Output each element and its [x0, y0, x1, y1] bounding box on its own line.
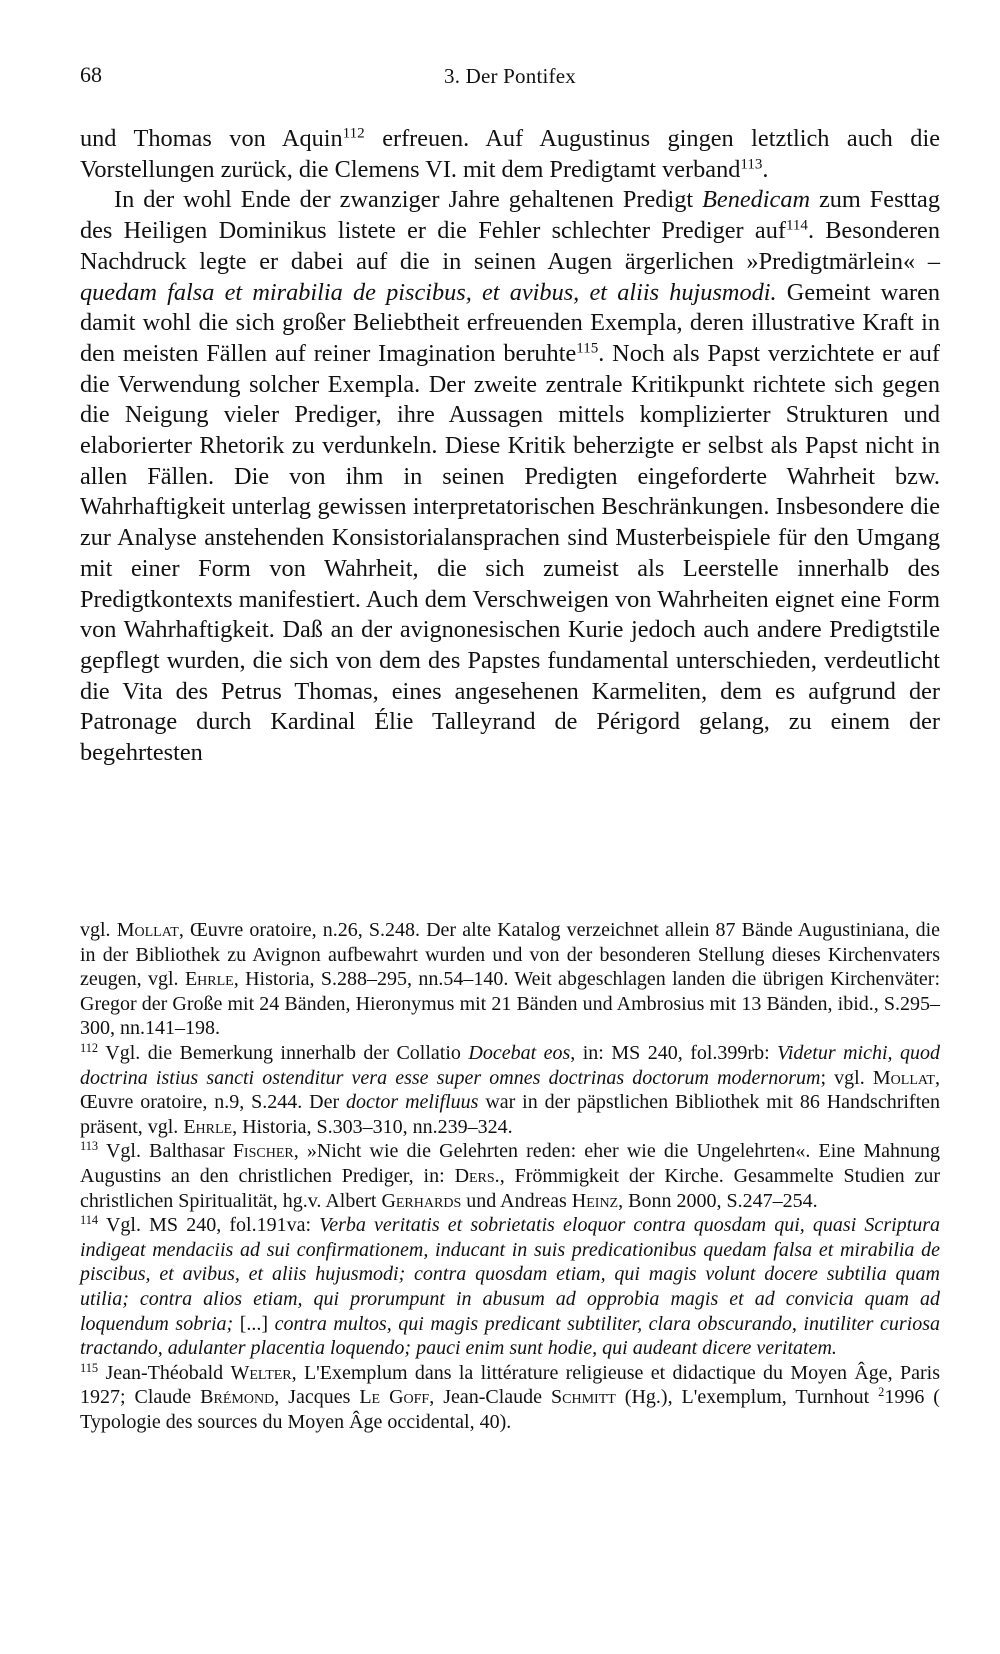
footnote-113: $^{113}$ Vgl. Balthasar Fischer, »Nicht wie die Gelehrten reden: eher wie die Ungelehrten«. Eine Mahnung Augustins an den christlichen Prediger, in: Ders., Frömmigkeit der Kirche. Gesammelte Studien zur christlichen Spiritualität, hg.v. Albert Gerhards und Andreas Heinz, Bonn 2000, S.247–254. [80, 1139, 940, 1212]
author-name: Ehrle [184, 968, 234, 991]
footnote-114: $^{114}$ Vgl. MS 240, fol.191va: Verba veritatis et sobrietatis eloquor contra quosdam qui, quasi Scriptura indigeat mendaciis ad sui confirmationem, inducant in suis predicationibus quedam falsa et mirabilia de piscibus, et avibus, et aliis hujusmodi; contra quosdam etiam, qui magis volunt docere subtilia quam utilia; contra alios etiam, qui prorumpunt in abusum ad opprobia magis et ad convicia quam ad loquendum sobria; [...] contra multos, qui magis predicant subtiliter, clara obscurando, inutiliter curiosa tractando, adulanter placentia loquendo; pauci enim sunt hodie, qui audeant dicere veritatem. [80, 1213, 940, 1360]
footnote-ref-114[interactable]: 114 [785, 217, 808, 234]
author-name: Mollat [872, 1066, 935, 1089]
paragraph [80, 185, 940, 768]
footnote-115: $^{115}$ Jean-Théobald Welter, L'Exemplum dans la littérature religieuse et didactique du Moyen Âge, Paris 1927; Claude Brémond, Jacques Le Goff, Jean-Claude Schmitt (Hg.), L'exemplum, Turnhout $^2$1996 ( Typologie des sources du Moyen Âge occidental, 40). [80, 1360, 940, 1433]
footnote-number: 112 [80, 1041, 99, 1056]
latin-quote: Verba veritatis et sobrietatis eloquor contra quosdam qui, quasi Scriptura indigeat mendaciis ad sui confirmationem, inducant in suis predicationibus quedam falsa et mirabilia de piscibus, et avibus, et aliis hujusmodi; contra quosdam etiam, qui magis volunt docere subtilia quam utilia; contra alios etiam, qui prorumpunt in abusum ad opprobia magis et ad convicia quam ad loquendum sobria; [80, 1214, 940, 1335]
page-number: 68 [80, 62, 102, 87]
text-run: . Besonderen Nachdruck legte er dabei auf die in seinen Augen ärgerlichen »Predigtmärlein« – [80, 217, 940, 275]
author-name: Gerhards [381, 1189, 462, 1212]
text-run: . Noch als Papst verzichtete er auf die Verwendung solcher Exempla. Der zweite zentrale Kritikpunkt richtete sich gegen die Neigung vieler Prediger, ihre Aussagen mittels komplizierter Strukturen und elaborierter Rhetorik zu verdunkeln. Diese Kritik beherzigte er selbst als Papst nicht in allen Fällen. Die von ihm in seinen Predigten eingeforderte Wahrheit bzw. Wahrhaftigkeit unterlag gewissen interpretatorischen Beschränkungen. Insbesondere die zur Analyse anstehenden Konsistorialansprachen sind Musterbeispiele für den Umgang mit einer Form von Wahrheit, die sich zumeist als Leerstelle innerhalb des Predigtkontexts manifestiert. Auch dem Verschweigen von Wahrheiten eignet eine Form von Wahrhaftigkeit. Daß an der avignonesischen Kurie jedoch auch andere Predigtstile gepflegt wurden, die sich von dem des Papstes fundamental unterschieden, verdeutlicht die Vita des Petrus Thomas, eines angesehenen Karmeliten, dem es aufgrund der Patronage durch Kardinal Élie Talleyrand de Périgord gelang, zu einem der begehrtesten [80, 339, 940, 767]
text-run: zum Festtag des Heiligen Dominikus listete er die Fehler schlechter Prediger auf [80, 186, 940, 245]
footnote-ref-112[interactable]: 112 [342, 125, 365, 142]
author-name: Brémond [200, 1386, 275, 1409]
footnotes [80, 918, 940, 1434]
latin-quote: quedam falsa et mirabilia de piscibus, et avibus, et aliis hujusmodi. [80, 278, 777, 306]
footnote-ref-115[interactable]: 115 [576, 340, 599, 357]
latin-quote: contra multos, qui magis predicant subtiliter, clara obscurando, inutiliter curiosa tractando, adulanter placentia loquendo; pauci enim sunt hodie, qui audeant dicere veritatem. [80, 1312, 940, 1360]
footnote-number: 115 [80, 1360, 99, 1375]
running-head: 3. Der Pontifex [444, 64, 576, 88]
latin-quote: Videtur michi, quod doctrina istius sancti ostenditur vera esse super omnes doctrinas doctorum modernorum [80, 1041, 941, 1089]
sermon-title: Benedicam [702, 186, 811, 214]
main-text [80, 124, 940, 769]
author-name: Schmitt [551, 1386, 616, 1409]
author-name: Le Goff [359, 1386, 430, 1409]
author-name: Welter [230, 1361, 292, 1384]
text-run: erfreuen. Auf Augustinus gingen letztlich auch die Vorstellungen zurück, die Clemens VI. mit dem Predigtamt verband [80, 125, 940, 183]
footnote-112: $^{112}$ Vgl. die Bemerkung innerhalb der Collatio Docebat eos, in: MS 240, fol.399rb: Videtur michi, quod doctrina istius sancti ostenditur vera esse super omnes doctrinas doctorum modernorum; vgl. Mollat, Œuvre oratoire, n.9, S.244. Der doctor melifluus war in der päpstlichen Bibliothek mit 86 Handschriften präsent, vgl. Ehrle, Historia, S.303–310, nn.239–324. [80, 1041, 941, 1138]
text-run: und Thomas von Aquin [80, 125, 343, 152]
footnote-ref-113[interactable]: 113 [740, 156, 763, 173]
author-name: Ders. [454, 1164, 500, 1187]
author-name: Fischer [232, 1140, 294, 1163]
page-header [80, 62, 940, 96]
author-name: Ehrle [183, 1115, 233, 1138]
text-run: . [762, 155, 769, 183]
footnote-number: 113 [80, 1139, 99, 1154]
text-run: In der wohl Ende der zwanziger Jahre gehaltenen Predigt [114, 186, 703, 214]
author-name: Mollat [116, 919, 179, 941]
text-run: Gemeint waren damit wohl die sich großer Beliebtheit erfreuenden Exempla, deren illustrative Kraft in den meisten Fällen auf reiner Imagination beruhte [80, 278, 940, 367]
paragraph-continued [80, 124, 940, 185]
author-name: Heinz [571, 1189, 619, 1212]
footnote-continued: vgl. Mollat, Œuvre oratoire, n.26, S.248. Der alte Katalog verzeichnet allein 87 Bände Augustiniana, die in der Bibliothek zu Avignon aufbewahrt wurden und von der besonderen Stellung dieses Kirchenvaters zeugen, vgl. Ehrle, Historia, S.288–295, nn.54–140. Weit abgeschlagen landen die übrigen Kirchenväter: Gregor der Große mit 24 Bänden, Hieronymus mit 21 Bänden und Ambrosius mit 13 Bänden, ibid., S.295–300, nn.141–198. [80, 919, 941, 1040]
edition-number: 2 [878, 1385, 885, 1400]
footnote-number: 114 [80, 1213, 99, 1228]
